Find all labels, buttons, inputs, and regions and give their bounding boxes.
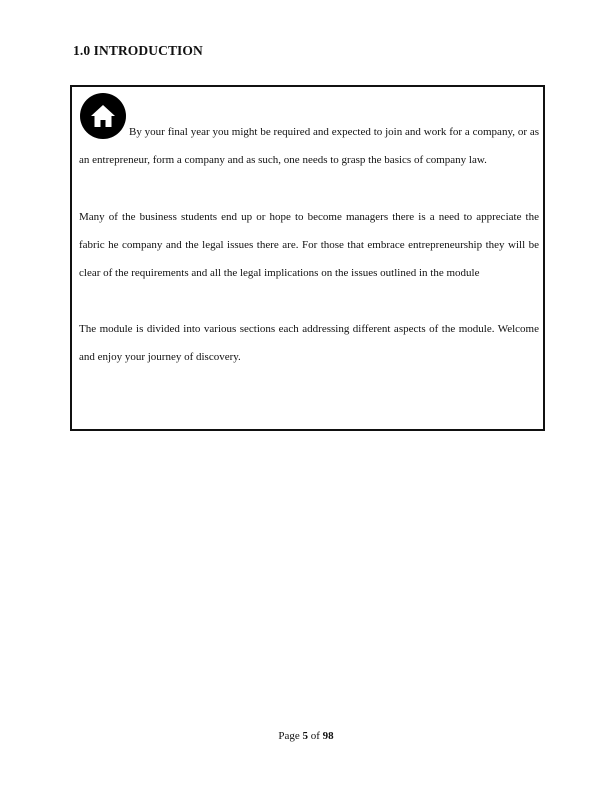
page-number	[0, 730, 612, 742]
total-pages: 98	[322, 730, 334, 742]
current-page: 5	[302, 730, 308, 742]
section-heading: 1.0 INTRODUCTION	[73, 43, 203, 58]
page-label: Page	[278, 730, 300, 742]
intro-paragraph: By your final year you might be required and expected to join and work for a company, or as an entrepreneur, form a company and as such, one needs to grasp the basics of company law.	[79, 126, 539, 166]
page-of-label: of	[310, 730, 320, 742]
intro-paragraph: Many of the business students end up or hope to become managers there is a need to appreciate the fabric he company and the legal issues there are. For those that embrace entrepreneurship they will be clear of the requirements and all the legal implications on the issues outlined in the module	[79, 211, 539, 279]
intro-paragraph: The module is divided into various sections each addressing different aspects of the module. Welcome and enjoy your journey of discovery.	[79, 323, 539, 363]
